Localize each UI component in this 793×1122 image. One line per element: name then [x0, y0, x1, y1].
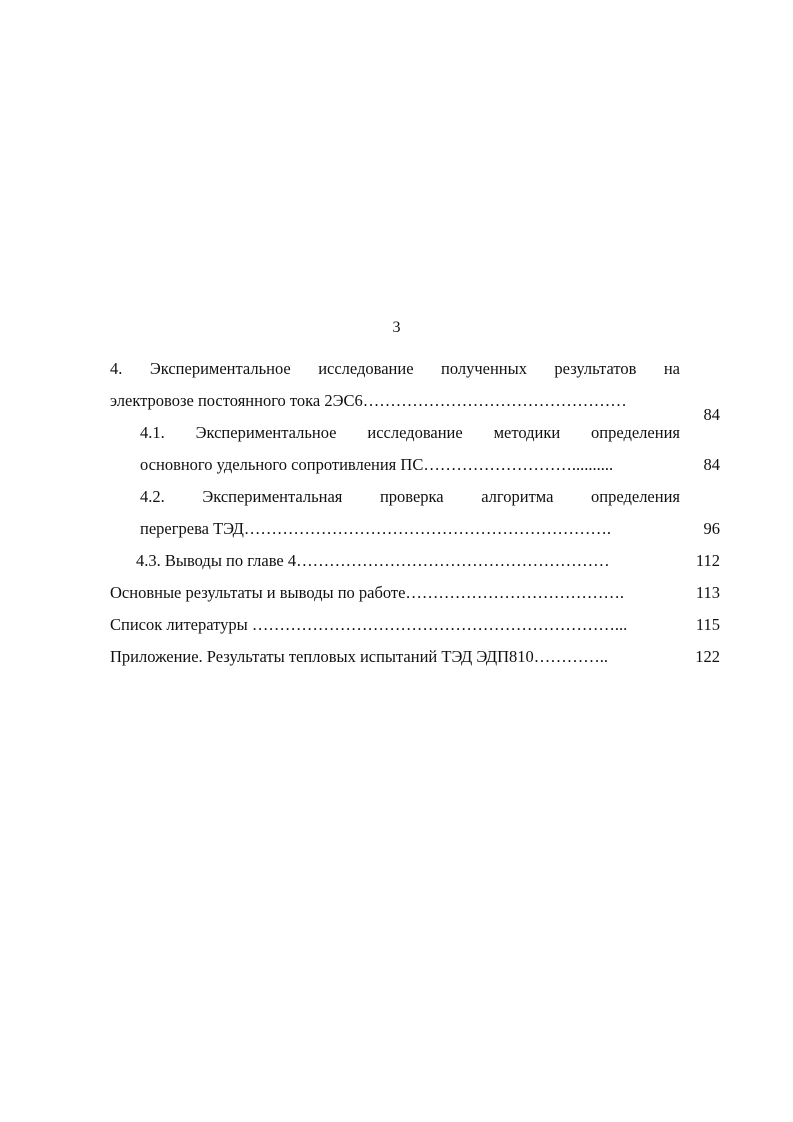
toc-entry-page-number: 122 [695, 647, 720, 666]
toc-entry-section-4-1 [110, 417, 722, 481]
toc-entry-page-number: 113 [695, 583, 720, 602]
toc-entry-page-number: 112 [695, 551, 720, 570]
toc-entry-main-results [110, 577, 722, 609]
toc-entry-title-line: Основные результаты и выводы по работе…………………………………. [110, 583, 625, 602]
toc-entry-title-line: Список литературы …………………………………………………………... [110, 615, 628, 634]
toc-entry-title-line: 4.2. Экспериментальная проверка алгоритма определения [140, 487, 680, 506]
toc-entry-title-line: 4.3. Выводы по главе 4………………………………………………… [136, 551, 610, 570]
toc-entry-title-line: 4. Экспериментальное исследование полученных результатов на [110, 359, 680, 378]
toc-entry-title-line: перегрева ТЭД…………………………………………………………. [140, 519, 612, 538]
toc-entry-page-number: 84 [703, 455, 720, 474]
toc-entry-references [110, 609, 722, 641]
toc-entry-page-number: 96 [703, 519, 720, 538]
table-of-contents [110, 353, 722, 673]
toc-entry-page-number: 84 [703, 405, 720, 424]
toc-entry-section-4-2 [110, 481, 722, 545]
page-number: 3 [392, 319, 401, 336]
toc-entry-section-4-3 [110, 545, 722, 577]
toc-entry-title-line: основного удельного сопротивления ПС……………………….......... [140, 455, 614, 474]
toc-entry-title-line: 4.1. Экспериментальное исследование методики определения [140, 423, 680, 442]
toc-entry-page-number: 115 [695, 615, 720, 634]
toc-entry-title-line: Приложение. Результаты тепловых испытаний ТЭД ЭДП810………….. [110, 647, 609, 666]
toc-entry-title-line: электровозе постоянного тока 2ЭС6………………………………………… [110, 391, 627, 410]
toc-entry-chapter-4 [110, 353, 722, 424]
toc-entry-appendix [110, 641, 722, 673]
